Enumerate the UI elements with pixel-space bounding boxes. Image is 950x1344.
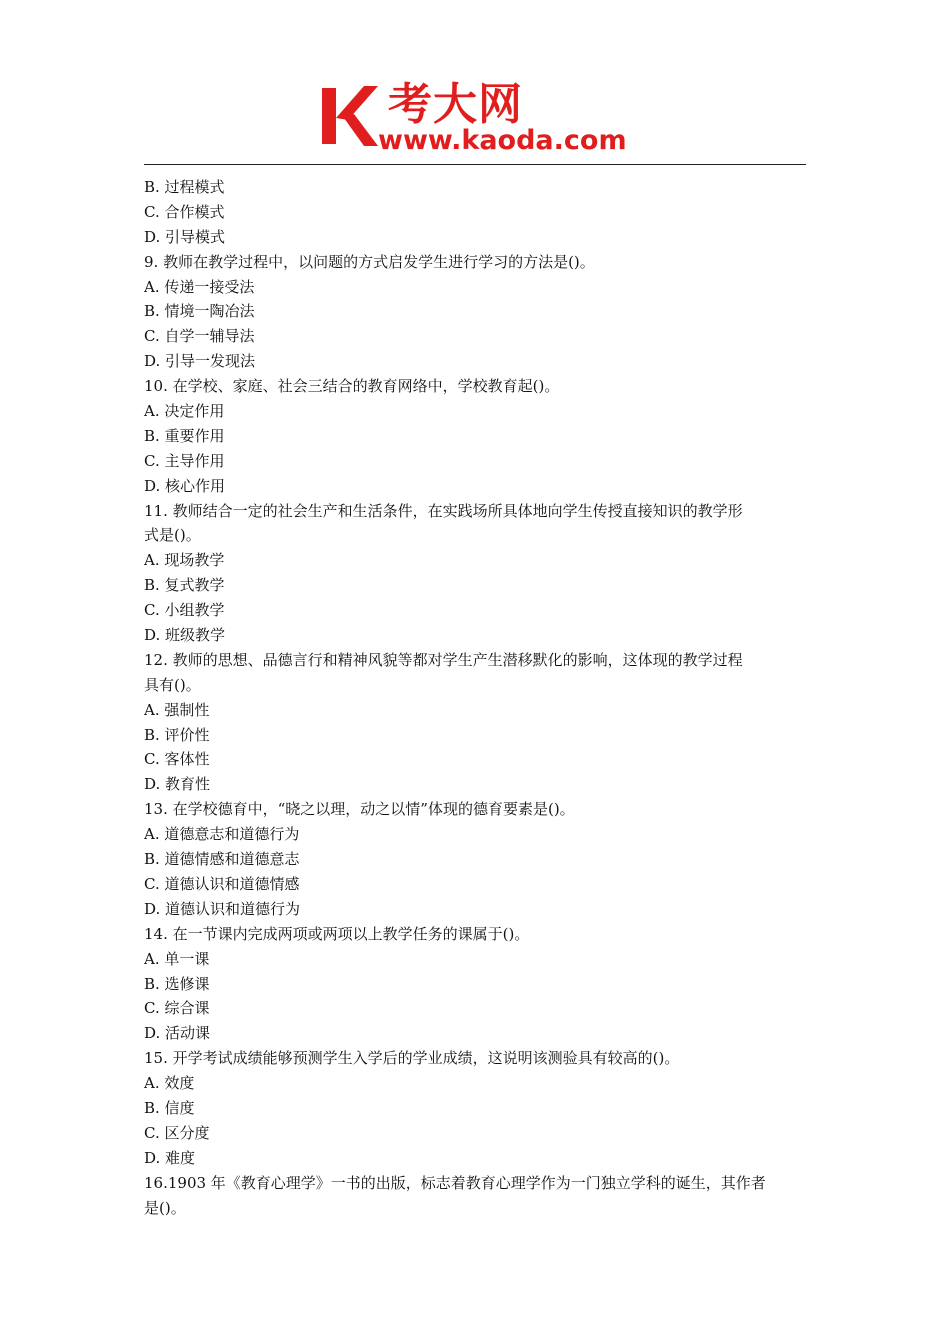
- option-line: C. 合作模式: [144, 202, 225, 221]
- option-line: A. 决定作用: [144, 402, 225, 421]
- question-line: 9. 教师在教学过程中，以问题的方式启发学生进行学习的方法是()。: [144, 252, 595, 271]
- option-line: C. 主导作用: [144, 451, 225, 470]
- option-line: D. 难度: [144, 1148, 196, 1167]
- option-line: C. 小组教学: [144, 601, 225, 620]
- option-line: C. 区分度: [144, 1123, 210, 1142]
- option-line: D. 核心作用: [144, 476, 226, 495]
- option-line: B. 道德情感和道德意志: [144, 850, 300, 869]
- question-line: 是()。: [144, 1198, 186, 1217]
- question-line: 13. 在学校德育中，“晓之以理，动之以情”体现的德育要素是()。: [144, 800, 575, 819]
- option-line: B. 过程模式: [144, 178, 225, 196]
- question-line: 11. 教师结合一定的社会生产和生活条件，在实践场所具体地向学生传授直接知识的教学形: [144, 501, 743, 520]
- option-line: B. 情境一陶冶法: [144, 302, 255, 321]
- question-line: 14. 在一节课内完成两项或两项以上教学任务的课属于()。: [144, 924, 530, 943]
- option-line: A. 现场教学: [144, 551, 225, 570]
- option-line: C. 综合课: [144, 999, 210, 1018]
- question-line: 10. 在学校、家庭、社会三结合的教育网络中，学校教育起()。: [144, 377, 560, 396]
- option-line: A. 道德意志和道德行为: [144, 825, 300, 844]
- option-line: D. 班级教学: [144, 626, 226, 645]
- option-line: D. 引导一发现法: [144, 352, 256, 371]
- question-line: 式是()。: [144, 526, 201, 545]
- option-line: B. 重要作用: [144, 426, 225, 445]
- option-line: B. 信度: [144, 1098, 195, 1117]
- option-line: A. 单一课: [144, 949, 210, 968]
- option-line: B. 评价性: [144, 725, 210, 744]
- option-line: C. 自学一辅导法: [144, 327, 255, 346]
- question-line: 12. 教师的思想、品德言行和精神风貌等都对学生产生潜移默化的影响，这体现的教学过程: [144, 650, 743, 669]
- option-line: B. 复式教学: [144, 576, 225, 595]
- question-line: 15. 开学考试成绩能够预测学生入学后的学业成绩，这说明该测验具有较高的()。: [144, 1049, 680, 1068]
- option-line: A. 强制性: [144, 700, 210, 719]
- option-line: D. 活动课: [144, 1024, 211, 1043]
- question-list: [144, 175, 808, 1220]
- option-line: B. 选修课: [144, 974, 210, 993]
- question-line: 16.1903 年《教育心理学》一书的出版，标志着教育心理学作为一门独立学科的诞生，其作者: [144, 1173, 766, 1192]
- option-line: A. 传递一接受法: [144, 277, 255, 296]
- question-line: 具有()。: [144, 675, 201, 694]
- option-line: C. 客体性: [144, 750, 210, 769]
- k-logo-icon: [320, 84, 378, 148]
- option-line: D. 引导模式: [144, 227, 226, 246]
- logo-url-text: www.kaoda.com: [378, 125, 627, 156]
- kaoda-logo: [318, 80, 648, 160]
- option-line: D. 道德认识和道德行为: [144, 899, 301, 918]
- logo-chinese-text: 考大网: [388, 79, 523, 130]
- option-line: D. 教育性: [144, 775, 211, 794]
- option-line: A. 效度: [144, 1074, 195, 1093]
- header-divider: [144, 164, 806, 165]
- option-line: C. 道德认识和道德情感: [144, 874, 300, 893]
